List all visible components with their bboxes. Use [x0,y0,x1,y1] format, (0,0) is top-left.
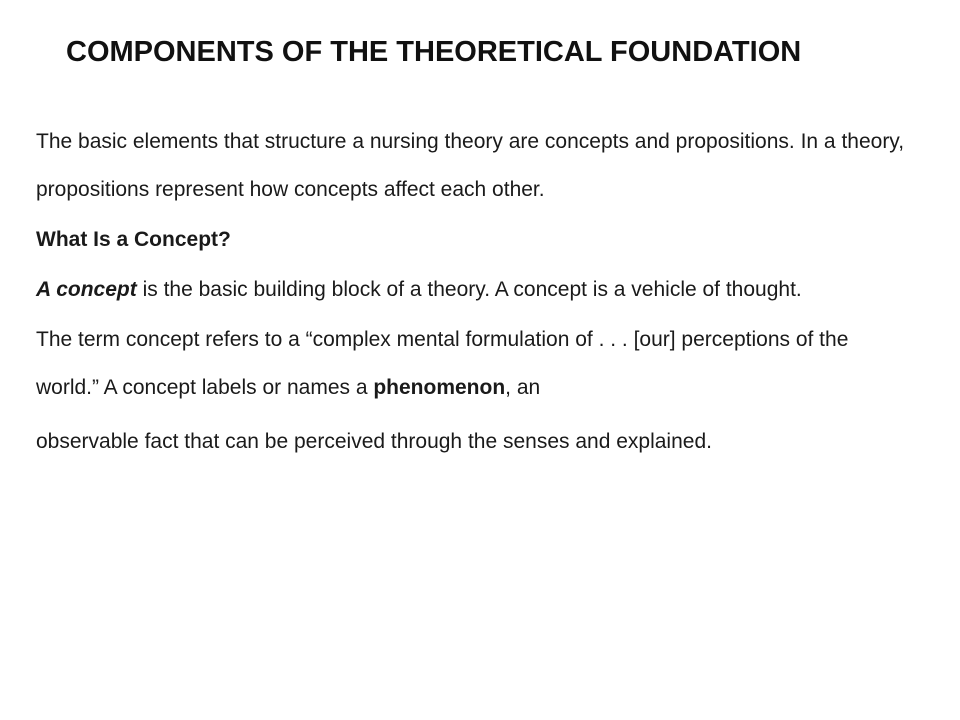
phenomenon-term: phenomenon [373,376,506,399]
concept-definition-paragraph [36,266,916,314]
slide-title: COMPONENTS OF THE THEORETICAL FOUNDATION [66,36,802,68]
concept-term-text-after: , an [505,376,541,399]
section-heading: What Is a Concept? [36,228,231,251]
slide-body [36,118,916,466]
concept-definition-text: is the basic building block of a theory. A concept is a vehicle of thought. [136,278,802,301]
concept-term-last-line: observable fact that can be perceived through the senses and explained. [36,430,712,453]
concept-term: A concept [36,278,137,301]
concept-term-paragraph [36,316,916,466]
concept-term-text-before: The term concept refers to a “complex mental formulation of . . . [our] perceptions of the world.” A concept labels or names a [36,328,849,399]
intro-paragraph: The basic elements that structure a nursing theory are concepts and propositions. In a theory, propositions represent how concepts affect each other. [36,130,905,201]
